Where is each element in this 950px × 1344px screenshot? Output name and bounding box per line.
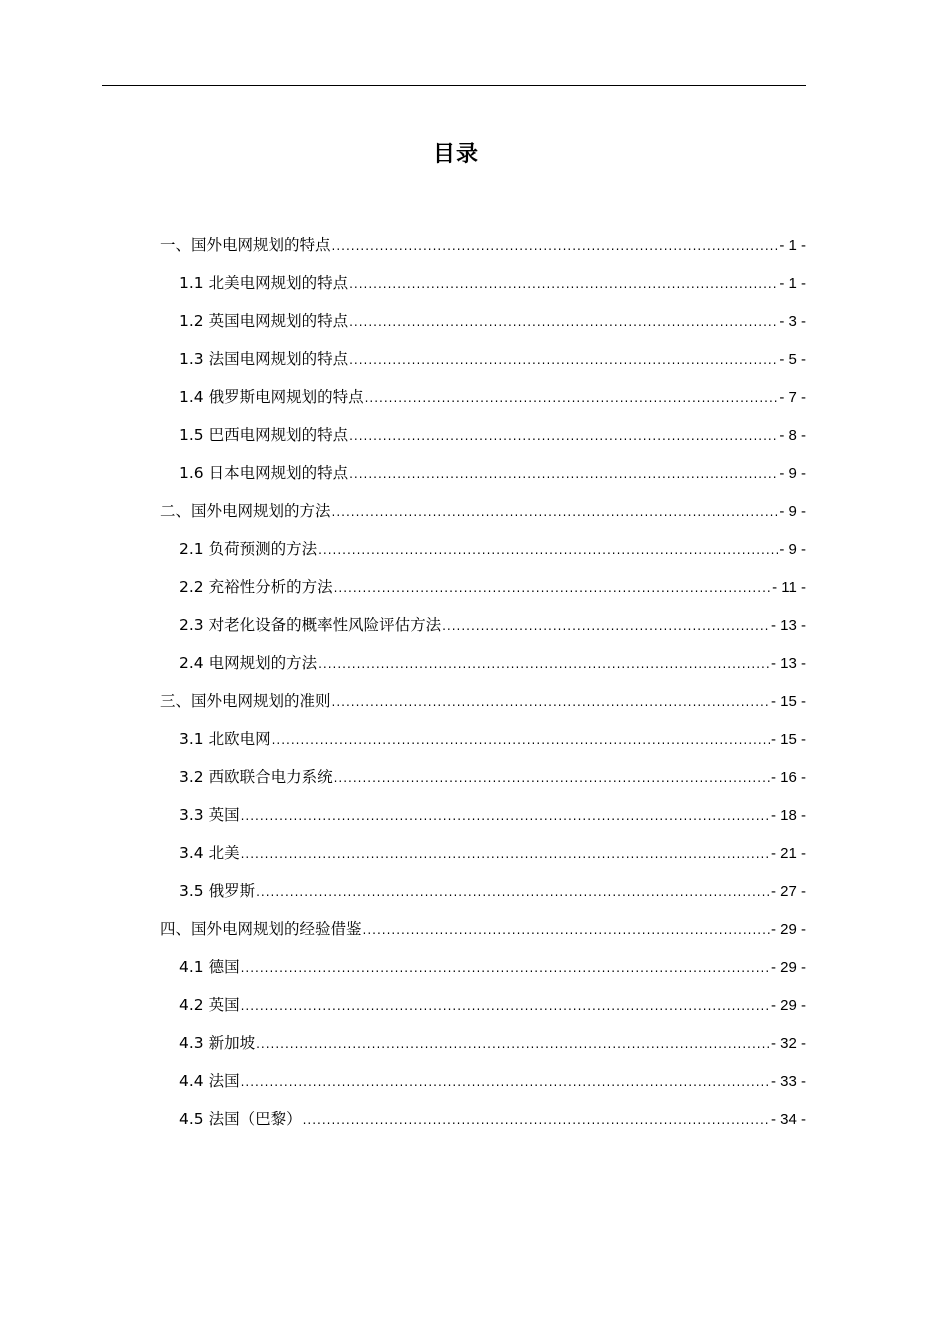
toc-dot-leader bbox=[272, 721, 770, 759]
toc-entry[interactable] bbox=[160, 1062, 806, 1100]
toc-page-number: - 11 - bbox=[772, 579, 806, 596]
toc-page-number: - 21 - bbox=[770, 845, 806, 862]
toc-entry[interactable] bbox=[160, 454, 806, 492]
toc-entry[interactable] bbox=[160, 416, 806, 454]
toc-entry[interactable] bbox=[160, 720, 806, 758]
toc-dot-leader bbox=[334, 569, 772, 607]
toc-page-number: - 32 - bbox=[770, 1035, 806, 1052]
toc-page-number: - 9 - bbox=[779, 465, 806, 482]
toc-entry-text: 四、国外电网规划的经验借鉴 bbox=[160, 920, 362, 938]
toc-dot-leader bbox=[332, 227, 779, 265]
toc-entry-text: 3.4 北美 bbox=[179, 844, 240, 862]
toc-entry-text: 4.2 英国 bbox=[179, 996, 240, 1014]
toc-entry[interactable] bbox=[160, 264, 806, 302]
toc-dot-leader bbox=[349, 341, 778, 379]
toc-entry-text: 1.2 英国电网规划的特点 bbox=[179, 312, 349, 330]
toc-dot-leader bbox=[241, 835, 770, 873]
toc-entry-text: 2.2 充裕性分析的方法 bbox=[179, 578, 333, 596]
toc-entry-text: 一、国外电网规划的特点 bbox=[160, 236, 331, 254]
toc-entry[interactable] bbox=[160, 682, 806, 720]
toc-entry-text: 2.3 对老化设备的概率性风险评估方法 bbox=[179, 616, 442, 634]
toc-page-number: - 8 - bbox=[779, 427, 806, 444]
toc-entry[interactable] bbox=[160, 606, 806, 644]
toc-entry[interactable] bbox=[160, 948, 806, 986]
toc-entry[interactable] bbox=[160, 986, 806, 1024]
toc-page-number: - 13 - bbox=[770, 617, 806, 634]
toc-page-number: - 29 - bbox=[770, 921, 806, 938]
toc-entry[interactable] bbox=[160, 910, 806, 948]
toc-entry[interactable] bbox=[160, 1024, 806, 1062]
toc-entry-text: 4.3 新加坡 bbox=[179, 1034, 256, 1052]
toc-entry[interactable] bbox=[160, 302, 806, 340]
toc-entry[interactable] bbox=[160, 1100, 806, 1138]
toc-page-number: - 16 - bbox=[770, 769, 806, 786]
toc-page-number: - 1 - bbox=[779, 275, 806, 292]
toc-dot-leader bbox=[318, 531, 778, 569]
toc-dot-leader bbox=[332, 493, 779, 531]
toc-dot-leader bbox=[256, 1025, 770, 1063]
toc-entry[interactable] bbox=[160, 226, 806, 264]
toc-page-number: - 34 - bbox=[770, 1111, 806, 1128]
toc-entry-text: 4.4 法国 bbox=[179, 1072, 240, 1090]
toc-entry-text: 4.1 德国 bbox=[179, 958, 240, 976]
toc-dot-leader bbox=[318, 645, 770, 683]
toc-page-number: - 33 - bbox=[770, 1073, 806, 1090]
toc-entry[interactable] bbox=[160, 378, 806, 416]
toc-entry-text: 3.1 北欧电网 bbox=[179, 730, 271, 748]
toc-page-number: - 5 - bbox=[779, 351, 806, 368]
toc-dot-leader bbox=[256, 873, 770, 911]
toc-page-number: - 9 - bbox=[779, 541, 806, 558]
toc-entry[interactable] bbox=[160, 568, 806, 606]
toc-entry-text: 1.1 北美电网规划的特点 bbox=[179, 274, 349, 292]
toc-entry[interactable] bbox=[160, 872, 806, 910]
toc-dot-leader bbox=[334, 759, 770, 797]
toc-page-number: - 29 - bbox=[770, 959, 806, 976]
toc-page-number: - 9 - bbox=[779, 503, 806, 520]
toc-entry-text: 三、国外电网规划的准则 bbox=[160, 692, 331, 710]
header-rule bbox=[102, 85, 806, 86]
toc-page-number: - 18 - bbox=[770, 807, 806, 824]
toc-entry-text: 1.4 俄罗斯电网规划的特点 bbox=[179, 388, 364, 406]
toc-dot-leader bbox=[363, 911, 770, 949]
page-title: 目录 bbox=[432, 141, 479, 167]
toc-entry-text: 3.3 英国 bbox=[179, 806, 240, 824]
toc-entry[interactable] bbox=[160, 796, 806, 834]
toc-entry[interactable] bbox=[160, 834, 806, 872]
toc-entry[interactable] bbox=[160, 530, 806, 568]
toc-dot-leader bbox=[241, 987, 770, 1025]
toc-page-number: - 7 - bbox=[779, 389, 806, 406]
toc-dot-leader bbox=[332, 683, 770, 721]
toc-entry-text: 1.6 日本电网规划的特点 bbox=[179, 464, 349, 482]
toc-entry[interactable] bbox=[160, 340, 806, 378]
toc-dot-leader bbox=[349, 417, 778, 455]
toc-dot-leader bbox=[349, 455, 778, 493]
toc-dot-leader bbox=[241, 797, 770, 835]
toc-dot-leader bbox=[349, 265, 778, 303]
toc-entry[interactable] bbox=[160, 492, 806, 530]
toc-dot-leader bbox=[349, 303, 778, 341]
toc-entry[interactable] bbox=[160, 644, 806, 682]
toc-entry[interactable] bbox=[160, 758, 806, 796]
table-of-contents bbox=[160, 226, 806, 1138]
toc-dot-leader bbox=[365, 379, 779, 417]
toc-dot-leader bbox=[241, 949, 770, 987]
toc-page-number: - 3 - bbox=[779, 313, 806, 330]
toc-dot-leader bbox=[303, 1101, 770, 1139]
toc-page-number: - 15 - bbox=[770, 731, 806, 748]
toc-page-number: - 1 - bbox=[779, 237, 806, 254]
toc-dot-leader bbox=[442, 607, 770, 645]
toc-page-number: - 13 - bbox=[770, 655, 806, 672]
toc-dot-leader bbox=[241, 1063, 770, 1101]
toc-entry-text: 3.2 西欧联合电力系统 bbox=[179, 768, 333, 786]
toc-entry-text: 4.5 法国（巴黎） bbox=[179, 1110, 302, 1128]
toc-page-number: - 15 - bbox=[770, 693, 806, 710]
toc-entry-text: 2.1 负荷预测的方法 bbox=[179, 540, 318, 558]
toc-page-number: - 29 - bbox=[770, 997, 806, 1014]
toc-entry-text: 1.3 法国电网规划的特点 bbox=[179, 350, 349, 368]
toc-entry-text: 3.5 俄罗斯 bbox=[179, 882, 256, 900]
toc-entry-text: 二、国外电网规划的方法 bbox=[160, 502, 331, 520]
toc-entry-text: 1.5 巴西电网规划的特点 bbox=[179, 426, 349, 444]
toc-entry-text: 2.4 电网规划的方法 bbox=[179, 654, 318, 672]
toc-page-number: - 27 - bbox=[770, 883, 806, 900]
